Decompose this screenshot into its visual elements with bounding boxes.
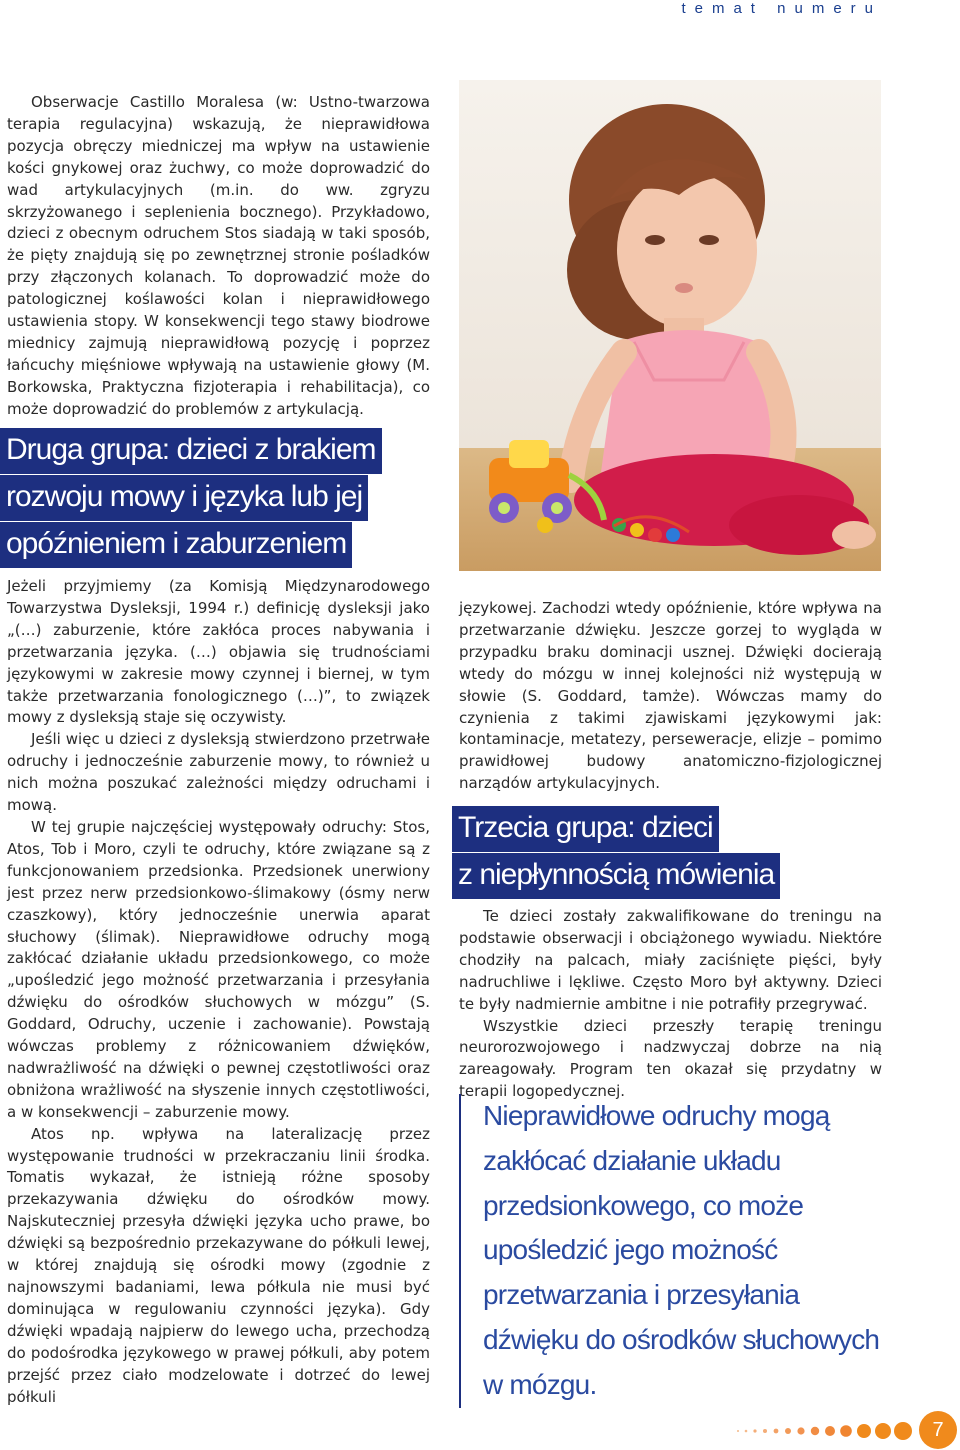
right-column-middle (459, 906, 882, 1103)
body-paragraph: Obserwacje Castillo Moralesa (w: Ustno-twarzowa terapia regulacyjna) wskazują, że nieprawidłowa pozycja obręczy miedniczej ma wpływ na ustawienie kości gnykowej oraz żuchwy, co może doprowadzić do wad artykulacyjnych (m.in. do ww. zgryzu skrzyżowanego i seplenienia bocznego). Przykładowo, dzieci z obecnym odruchem Stos siadają w taki sposób, że pięty znajdują się po zewnętrznej stronie pośladków przy złączonych kolanach. To doprowadzić może do patologicznej koślawości kolan i nieprawidłowego ustawienia stopy. W konsekwencji tego stawy biodrowe miednicy zajmują nieprawidłową pozycję i poprzez łańcuchy mięśniowe wpływają na ustawienie głowy (M. Borkowska, Praktyczna fizjoterapia i rehabilitacja), co może doprowadzić do problemów z artykulacją. (7, 93, 430, 418)
footer-dots-decoration (0, 1410, 960, 1450)
heading-line: Druga grupa: dzieci z brakiem (0, 428, 382, 474)
page-number-badge: 7 (919, 1411, 957, 1449)
child-playing-photo (459, 80, 881, 571)
left-column-top (7, 92, 430, 421)
heading-line: opóźnieniem i zaburzeniem (0, 522, 352, 568)
left-column-bottom (7, 576, 430, 1408)
heading-line: Trzecia grupa: dzieci (452, 806, 719, 852)
body-paragraph: W tej grupie najczęściej występowały odruchy: Stos, Atos, Tob i Moro, czyli te odruchy, które związane są z funkcjonowaniem przedsionka. Przedsionek unerwiony jest przez nerw przedsionkowo-ślimakowy (ósmy nerw czaszkowy), który jednocześnie unerwia aparat słuchowy (ślimak). Nieprawidłowe odruchy mogą zakłócać działanie układu przedsionkowego, co może „upośledzić jego możność przetwarzania i przesyłania dźwięku do ośrodków słuchowych w mózgu” (S. Goddard, Odruchy, uczenie i zachowanie). Powstają wówczas problemy z różnicowaniem dźwięków, nadwrażliwość na dźwięki o pewnej częstotliwości oraz obniżona wrażliwość na słyszenie innych częstotliwości, a w konsekwencji – zaburzenie mowy. (7, 817, 430, 1121)
section-heading-second-group (0, 427, 382, 568)
body-paragraph: Wszystkie dzieci przeszły terapię treningu neurorozwojowego i nadzwyczaj dobrze na nią zareagowały. Program ten okazał się przydatny w terapii logopedycznej. (459, 1016, 882, 1101)
pull-quote: Nieprawidłowe odruchy mogą zakłócać działanie układu przedsionkowego, co może upośledzić jego możność przetwarzania i przesyłania dźwięku do ośrodków słuchowych w mózgu. (459, 1094, 899, 1408)
body-paragraph: językowej. Zachodzi wtedy opóźnienie, które wpływa na przetwarzanie dźwięku. Jeszcze gorzej to wygląda w przypadku braku dominacji usznej. Dźwięki docierają wtedy do mózgu w innej kolejności niż występują w słowie (S. Goddard, tamże). Wówczas mamy do czynienia z takimi zjawiskami językowymi jak: kontaminacje, metatezy, perseweracje, elizje – pomimo prawidłowej budowy anatomiczno-fizjologicznej narządów artykulacyjnych. (459, 599, 882, 793)
running-header: temat numeru (681, 0, 882, 17)
body-paragraph: Jeśli więc u dzieci z dysleksją stwierdzono przetrwałe odruchy i jednocześnie zaburzenie mowy, to również u nich można poszukać zależności między odruchami i mową. (7, 730, 430, 815)
body-paragraph: Atos np. wpływa na lateralizację przez występowanie trudności w przekraczaniu linii środka. Tomatis wykazał, że istnieją różne sposoby przekazywania dźwięku do ośrodków mowy. Najskuteczniej przesyła dźwięki języka ucho prawe, bo dźwięki są bezpośrednio przekazywane do półkuli lewej, w której znajdują się ośrodki mowy (zgodnie z najnowszymi badaniami, lewa półkula nie musi być dominująca w regulowaniu czynności języka). Gdy dźwięki wpadają najpierw do lewego ucha, przechodzą do podośrodka językowego w prawej półkuli, aby potem przejść przez ciało modzelowate i dotrzeć do lewej półkuli (7, 1124, 430, 1406)
right-column-top (459, 598, 882, 795)
body-paragraph: Te dzieci zostały zakwalifikowane do treningu na podstawie obserwacji i obciążonego wywiadu. Niektóre chodziły na palcach, miały zaciśnięte pięści, były nadruchliwe i lękliwe. Często Moro był aktywny. Dzieci te były nadmiernie ambitne i nie potrafiły przegrywać. (459, 907, 882, 1013)
body-paragraph: Jeżeli przyjmiemy (za Komisją Międzynarodowego Towarzystwa Dysleksji, 1994 r.) definicję dysleksji jako „(…) zaburzenie, które zakłóca proces nabywania i przetwarzania języka. (…) objawia się trudnościami językowymi w zakresie mowy czynnej i biernej, w tym także przetwarzania fonologicznego (…)”, to związek mowy z dysleksją staje się oczywisty. (7, 577, 430, 727)
heading-line: rozwoju mowy i języka lub jej (0, 475, 368, 521)
heading-line: z niepłynnością mówienia (452, 853, 780, 899)
section-heading-third-group (452, 805, 780, 899)
child-photo-illustration (459, 80, 881, 571)
